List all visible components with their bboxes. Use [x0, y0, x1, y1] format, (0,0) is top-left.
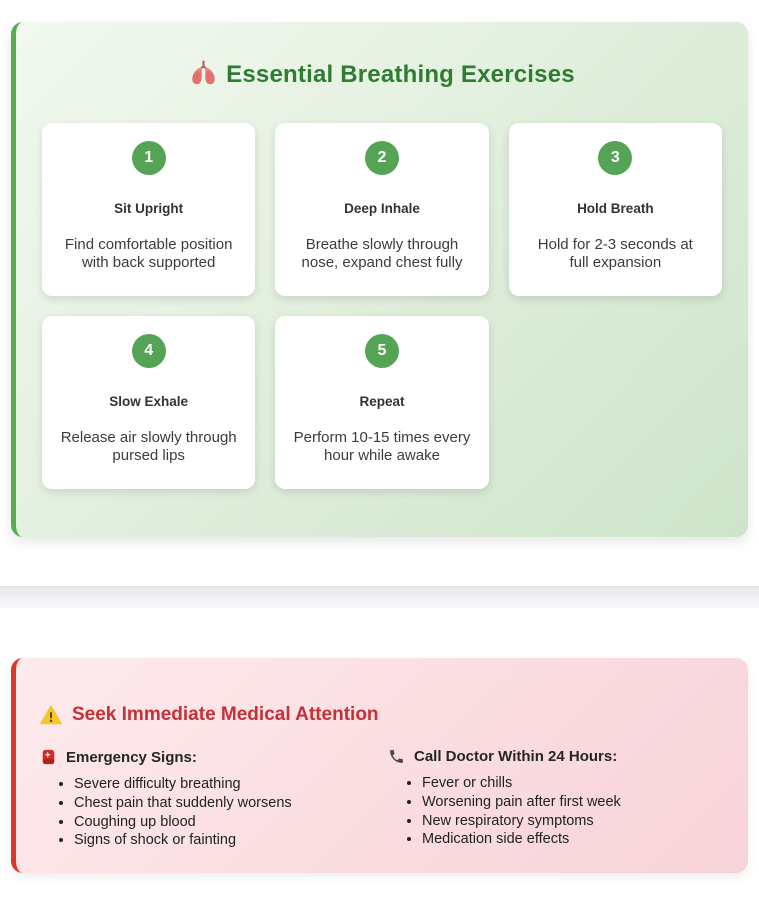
- step-description: Perform 10-15 times every hour while awake: [293, 429, 471, 464]
- list-item: • Coughing up blood: [74, 814, 370, 831]
- warning-icon: [40, 705, 62, 725]
- medical-attention-card: [11, 658, 748, 873]
- emergency-signs-list: [40, 776, 370, 849]
- step-description: Hold for 2-3 seconds at full expansion: [537, 236, 693, 271]
- step-card: [275, 316, 488, 489]
- step-title: Deep Inhale: [344, 201, 420, 216]
- step-title: Hold Breath: [577, 201, 654, 216]
- phone-icon: [388, 748, 405, 765]
- step-number-badge: 5: [365, 334, 399, 368]
- step-description: Release air slowly through pursed lips: [60, 429, 237, 464]
- call-doctor-heading-text: Call Doctor Within 24 Hours:: [414, 748, 618, 765]
- warning-title: [40, 704, 718, 726]
- step-number-badge: 4: [132, 334, 166, 368]
- list-item: • Worsening pain after first week: [422, 794, 718, 811]
- warning-columns: [40, 748, 718, 851]
- breathing-section-title: [16, 60, 748, 89]
- step-card: [42, 316, 255, 489]
- emergency-signs-heading-text: Emergency Signs:: [66, 748, 197, 766]
- step-title: Slow Exhale: [109, 394, 189, 409]
- warning-title-text: Seek Immediate Medical Attention: [72, 704, 379, 725]
- step-title: Repeat: [359, 394, 405, 409]
- list-item: • Fever or chills: [422, 775, 718, 792]
- step-number-badge: 1: [132, 141, 166, 175]
- siren-icon: [40, 748, 57, 766]
- list-item: • Medication side effects: [422, 831, 718, 848]
- step-card: [42, 123, 255, 296]
- step-title: Sit Upright: [114, 201, 184, 216]
- step-card: [509, 123, 722, 296]
- emergency-signs-heading: [40, 748, 370, 766]
- steps-grid: [16, 123, 748, 489]
- step-number-badge: 3: [598, 141, 632, 175]
- call-doctor-column: [388, 748, 718, 851]
- call-doctor-heading: [388, 748, 718, 765]
- step-number-badge: 2: [365, 141, 399, 175]
- lungs-icon: [189, 60, 218, 86]
- breathing-title-text: Essential Breathing Exercises: [226, 61, 575, 88]
- breathing-exercises-card: [11, 22, 748, 537]
- list-item: • Signs of shock or fainting: [74, 832, 370, 849]
- list-item: • New respiratory symptoms: [422, 813, 718, 830]
- page-divider: [0, 586, 759, 608]
- emergency-signs-column: [40, 748, 370, 851]
- call-doctor-list: [388, 775, 718, 848]
- list-item: • Chest pain that suddenly worsens: [74, 795, 370, 812]
- list-item: • Severe difficulty breathing: [74, 776, 370, 793]
- step-description: Breathe slowly through nose, expand chest fully: [301, 236, 463, 271]
- step-description: Find comfortable position with back supported: [64, 236, 233, 271]
- step-card: [275, 123, 488, 296]
